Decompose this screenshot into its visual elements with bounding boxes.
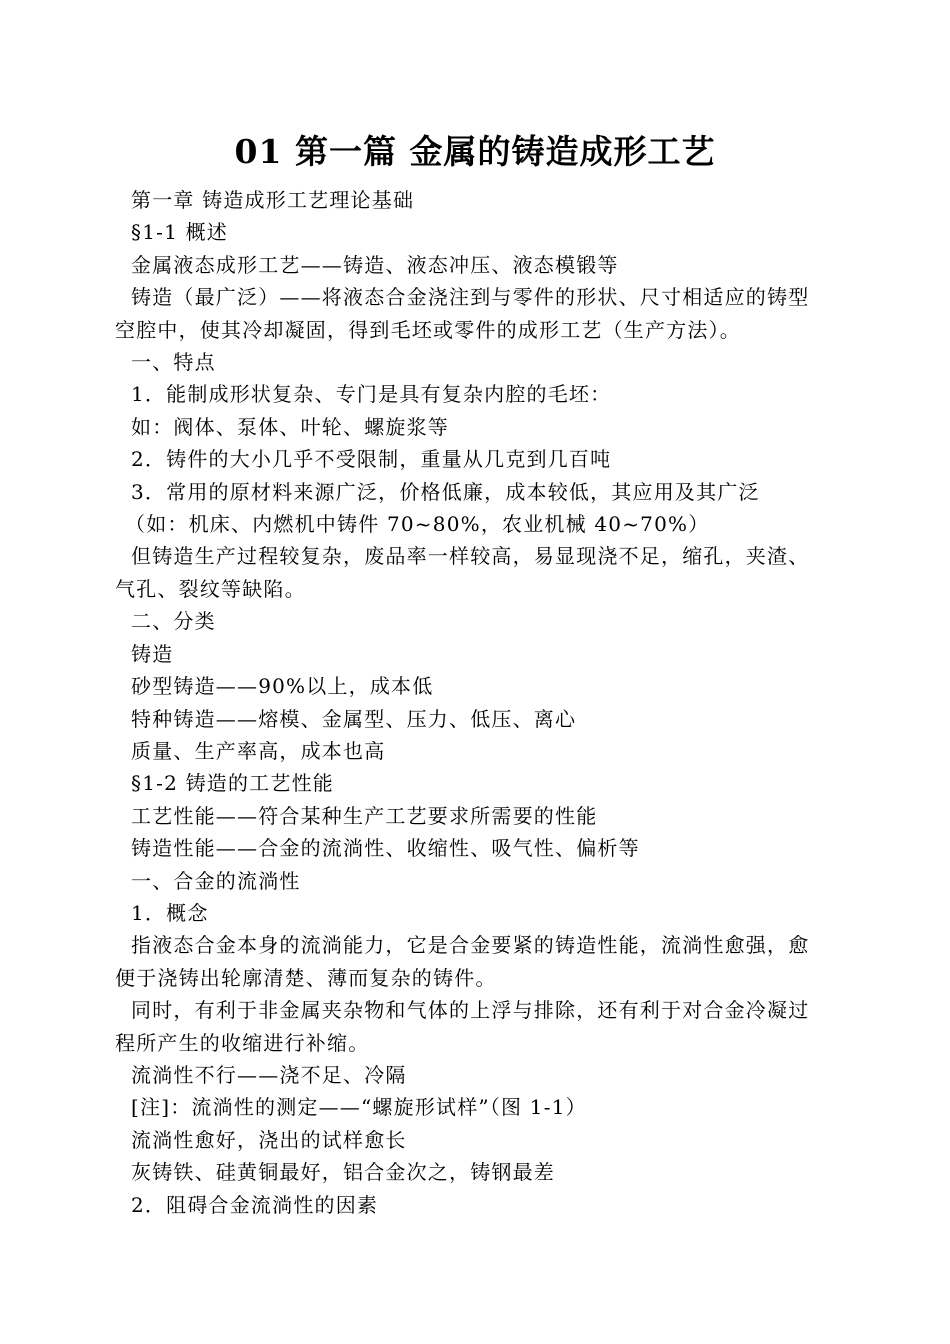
paragraph: 但铸造生产过程较复杂，废品率一样较高，易显现浇不足，缩孔，夹渣、气孔、裂纹等缺陷。 (115, 544, 810, 601)
list-item: 3．常用的原材料来源广泛，价格低廉，成本较低，其应用及其广泛 (131, 479, 760, 504)
document-body (115, 184, 827, 1221)
paragraph: 流淌性不行——浇不足、冷隔 (131, 1062, 407, 1087)
paragraph: 灰铸铁、硅黄铜最好，铝合金次之，铸钢最差 (131, 1160, 555, 1185)
subsection-heading: 一、合金的流淌性 (131, 868, 301, 893)
subsection-heading: 一、特点 (131, 350, 216, 375)
paragraph: 流淌性愈好，浇出的试样愈长 (131, 1127, 407, 1152)
paragraph: 铸造 (131, 641, 174, 666)
subsection-heading: 二、分类 (131, 609, 216, 634)
note: [注]：流淌性的测定——“螺旋形试样”（图 1-1） (131, 1095, 587, 1120)
list-item: 1．能制成形状复杂、专门是具有复杂内腔的毛坯： (131, 382, 612, 407)
paragraph: 同时，有利于非金属夹杂物和气体的上浮与排除，还有利于对合金冷凝过程所产生的收缩进行补缩。 (115, 998, 810, 1055)
section-heading: §1-1 概述 (131, 220, 228, 245)
paragraph: 砂型铸造——90%以上，成本低 (131, 674, 434, 699)
paragraph: 特种铸造——熔模、金属型、压力、低压、离心 (131, 706, 577, 731)
paragraph: 工艺性能——符合某种生产工艺要求所需要的性能 (131, 803, 598, 828)
chapter-heading: 第一章 铸造成形工艺理论基础 (131, 188, 415, 212)
paragraph: 如：阀体、泵体、叶轮、螺旋浆等 (131, 414, 449, 439)
paragraph: 质量、生产率高，成本也高 (131, 738, 386, 763)
paragraph: （如：机床、内燃机中铸件 70~80%，农业机械 40~70%） (125, 512, 710, 537)
list-item: 2．阻碍合金流淌性的因素 (131, 1192, 379, 1217)
page-title: 01 第一篇 金属的铸造成形工艺 (234, 132, 716, 171)
paragraph: 铸造（最广泛）——将液态合金浇注到与零件的形状、尺寸相适应的铸型空腔中，使其冷却凝固，得到毛坯或零件的成形工艺（生产方法）。 (115, 285, 810, 342)
paragraph: 指液态合金本身的流淌能力，它是合金要紧的铸造性能，流淌性愈强，愈便于浇铸出轮廓清楚、薄而复杂的铸件。 (115, 933, 810, 990)
paragraph: 铸造性能——合金的流淌性、收缩性、吸气性、偏析等 (131, 836, 640, 861)
paragraph: 金属液态成形工艺——铸造、液态冲压、液态模锻等 (131, 252, 619, 277)
list-item: 2．铸件的大小几乎不受限制，重量从几克到几百吨 (131, 447, 612, 472)
section-heading: §1-2 铸造的工艺性能 (131, 771, 334, 796)
list-item: 1．概念 (131, 900, 209, 925)
